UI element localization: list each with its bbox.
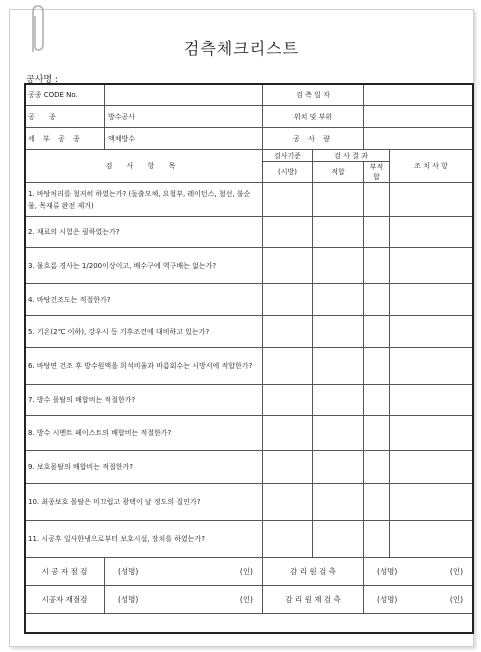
info-row-code: [25, 84, 473, 106]
items-header: 검 사 항 목: [25, 150, 263, 183]
pass-header: 적합: [313, 162, 364, 183]
checklist-page: [9, 9, 474, 647]
result-header: 검 사 결 과: [313, 150, 390, 162]
location-label: 위치 및 부위: [263, 106, 364, 128]
info-row-type: [25, 106, 473, 128]
fail-header: 부적합: [364, 162, 390, 183]
item-text: 4. 바탕건조도는 적절한가?: [25, 284, 263, 316]
criteria-subheader: (시방): [263, 162, 313, 183]
supervisor-recheck-name-label: (성명): [377, 595, 398, 604]
checklist-table: [24, 83, 473, 614]
detail-value: 액체방수: [105, 128, 263, 150]
code-value: [105, 84, 263, 106]
table-row: [25, 521, 473, 558]
detail-label: 세 부 공 종: [25, 128, 105, 150]
type-label: 공 종: [25, 106, 105, 128]
contractor-seal-label: (인): [239, 567, 253, 576]
table-row: [25, 484, 473, 521]
info-row-detail: [25, 128, 473, 150]
type-value: 방수공사: [105, 106, 263, 128]
item-text: 10. 최종보호 몰탈은 미끄럽고 광택이 날 정도의 질인가?: [25, 484, 263, 521]
criteria-header: 검사기준: [263, 150, 313, 162]
date-value: [364, 84, 473, 106]
table-row: [25, 416, 473, 451]
contractor-recheck-name-label: (성명): [118, 595, 139, 604]
item-text: 2. 재료의 시험은 필하였는가?: [25, 217, 263, 248]
location-value: [364, 106, 473, 128]
project-name-label: 공사명 :: [26, 75, 58, 85]
supervisor-check-label: 감 리 원 검 측: [263, 558, 364, 586]
item-text: 9. 보호몰탈의 배합비는 적절한가?: [25, 451, 263, 484]
item-text: 3. 물흐름 경사는 1/200이상이고, 배수구에 역구배는 없는가?: [25, 248, 263, 284]
header-row-1: [25, 150, 473, 162]
table-row: [25, 183, 473, 217]
item-text: 5. 기온(2℃ 이하), 강우시 등 기후조건에 대비하고 있는가?: [25, 316, 263, 348]
code-label: 공종 CODE No.: [25, 84, 105, 106]
item-text: 8. 방수 시멘트 페이스트의 배합비는 적절한가?: [25, 416, 263, 451]
table-row: [25, 451, 473, 484]
table-row: [25, 348, 473, 385]
table-row: [25, 284, 473, 316]
table-row: [25, 385, 473, 416]
contractor-recheck-label: 시공자 재점검: [25, 586, 105, 614]
supervisor-recheck-label: 감 리 원 재 검 측: [263, 586, 364, 614]
supervisor-name-label: (성명): [377, 567, 398, 576]
item-text: 6. 바탕면 건조 후 방수원액을 희석비율과 바름회수는 시방서에 적합한가?: [25, 348, 263, 385]
contractor-check-label: 시 공 자 점 검: [25, 558, 105, 586]
action-header: 조 치 사 항: [390, 150, 473, 183]
table-row: [25, 316, 473, 348]
page-title: 검측체크리스트: [183, 39, 300, 58]
quantity-value: [364, 128, 473, 150]
signature-row-check: [25, 558, 473, 586]
item-text: 11. 시공후 일사한냉으로부터 보호시설, 장치를 하였는가?: [25, 521, 263, 558]
quantity-label: 공 사 량: [263, 128, 364, 150]
contractor-name-label: (성명): [118, 567, 139, 576]
item-text: 7. 방수 몰탈의 배합비는 적절한가?: [25, 385, 263, 416]
table-row: [25, 248, 473, 284]
supervisor-recheck-seal-label: (인): [449, 595, 464, 604]
table-row: [25, 217, 473, 248]
supervisor-seal-label: (인): [449, 567, 464, 576]
item-text: 1. 바탕처리를 철저히 하였는가? (돌출모체, 요철부, 레이턴스, 철선, 불순물, 목재류 완전 제거): [25, 183, 263, 217]
contractor-recheck-seal-label: (인): [239, 595, 253, 604]
date-label: 검 측 일 자: [263, 84, 364, 106]
signature-row-recheck: [25, 586, 473, 614]
